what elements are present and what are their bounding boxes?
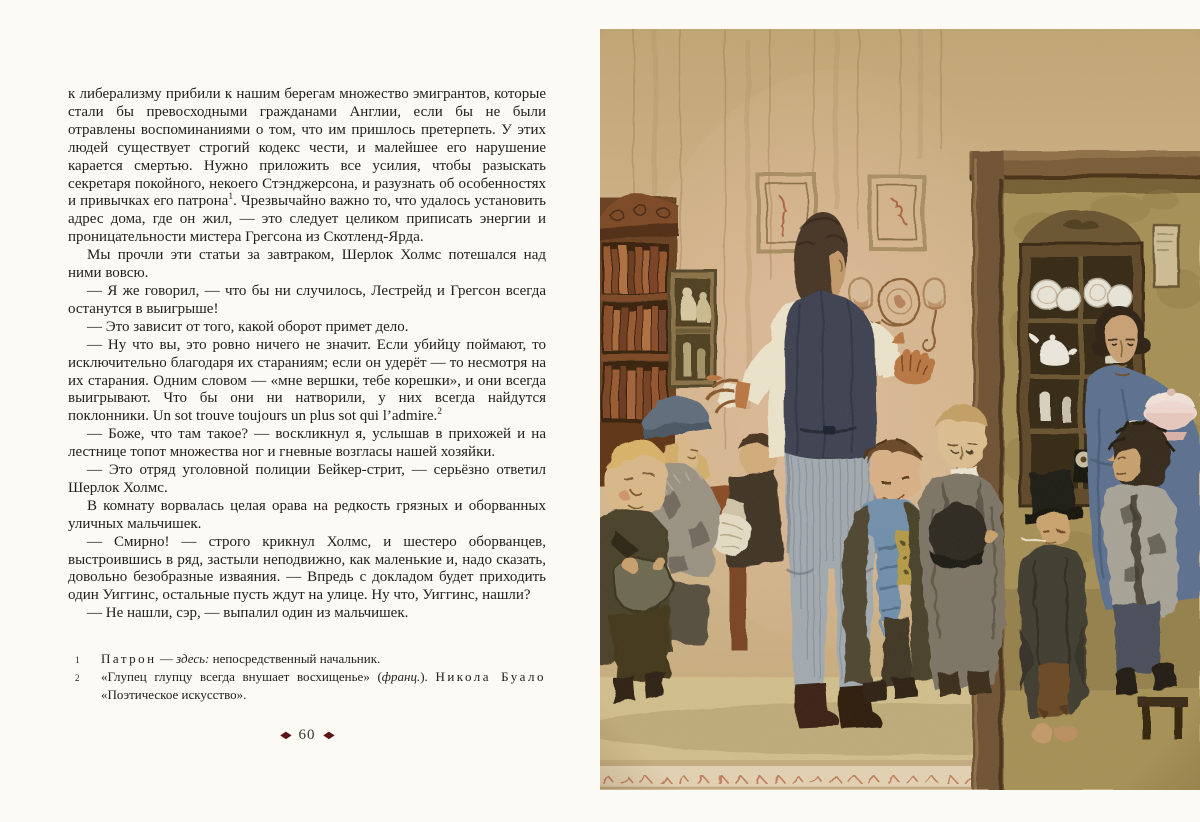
footnotes [68, 650, 546, 704]
illustration-baker-street-irregulars [600, 29, 1200, 790]
footnote-marker: 1 [75, 655, 80, 665]
paragraph: — Я же говорил, — что бы ни случилось, Лестрейд и Грегсон всегда останутся в выигрыше! [68, 282, 546, 317]
paragraph: В комнату ворвалась целая орава на редкость грязных и оборванных уличных мальчишек. [68, 497, 546, 532]
paragraph: — Ну что вы, это ровно ничего не значит. Если убийцу поймают, то исключительно благодаря их стараниям; если он удерёт — то несмотря на их старания. Одним словом — «мне вершки, тебе корешки», и они всегда выигрывают. Что бы они ни натворили, у них всегда найдутся поклонники. Un sot trouve toujours un plus sot qui l’admire.$^2$ [68, 336, 546, 425]
page-number-row [68, 727, 546, 744]
paragraph: Мы прочли эти статьи за завтраком, Шерлок Холмс потешался над ними вовсю. [68, 247, 546, 282]
ornament-diamond-right: ◆ [322, 730, 335, 741]
footnote: 1 Патрон — здесь: непосредственный начальник. [68, 650, 546, 668]
paragraph: — Боже, что там такое? — воскликнул я, услышав в прихожей и на лестнице топот множества ног и гневные возгласы нашей хозяйки. [68, 426, 546, 461]
text-page [68, 86, 546, 623]
footnote: 2 «Глупец глупцу всегда внушает восхищенье» (франц.). Никола Буало «Поэтическое искусство». [75, 669, 546, 702]
paragraph: — Это зависит от того, какой оборот примет дело. [87, 318, 409, 335]
paragraph: — Не нашли, сэр, — выпалил один из мальчишек. [87, 605, 409, 622]
paragraph: к либерализму прибили к нашим берегам множество эмигрантов, которые стали бы превосходными гражданами Англии, если бы не были отравлены воспоминаниями о том, что им пришлось претерпеть. У этих людей существует строгий кодекс чести, и малейшее его нарушение карается смертью. Нужно приложить все усилия, чтобы разыскать секретаря покойного, некоего Стэнджерсона, и разузнать об особенностях и привычках его патрона$^1$. Чрезвычайно важно то, что удалось установить адрес дома, где он жил, — это следует целиком приписать энергии и проницательности мистера Грегсона из Скотленд-Ярда. [68, 86, 546, 246]
body-text [68, 86, 546, 623]
ornament-diamond-left: ◆ [279, 730, 292, 741]
paragraph: — Это отряд уголовной полиции Бейкер-стрит, — серьёзно ответил Шерлок Холмс. [68, 462, 546, 496]
paragraph: — Смирно! — строго крикнул Холмс, и шестеро оборванцев, выстроившись в ряд, застыли неподвижно, как маленькие и, надо сказать, довольно безобразные изваяния. — Впредь с докладом будет приходить один Уиггинс, остальные пусть ждут на улице. Ну что, Уиггинс, нашли? [68, 533, 546, 604]
page-number: 60 [298, 727, 316, 743]
footnote-marker: 2 [75, 673, 80, 683]
